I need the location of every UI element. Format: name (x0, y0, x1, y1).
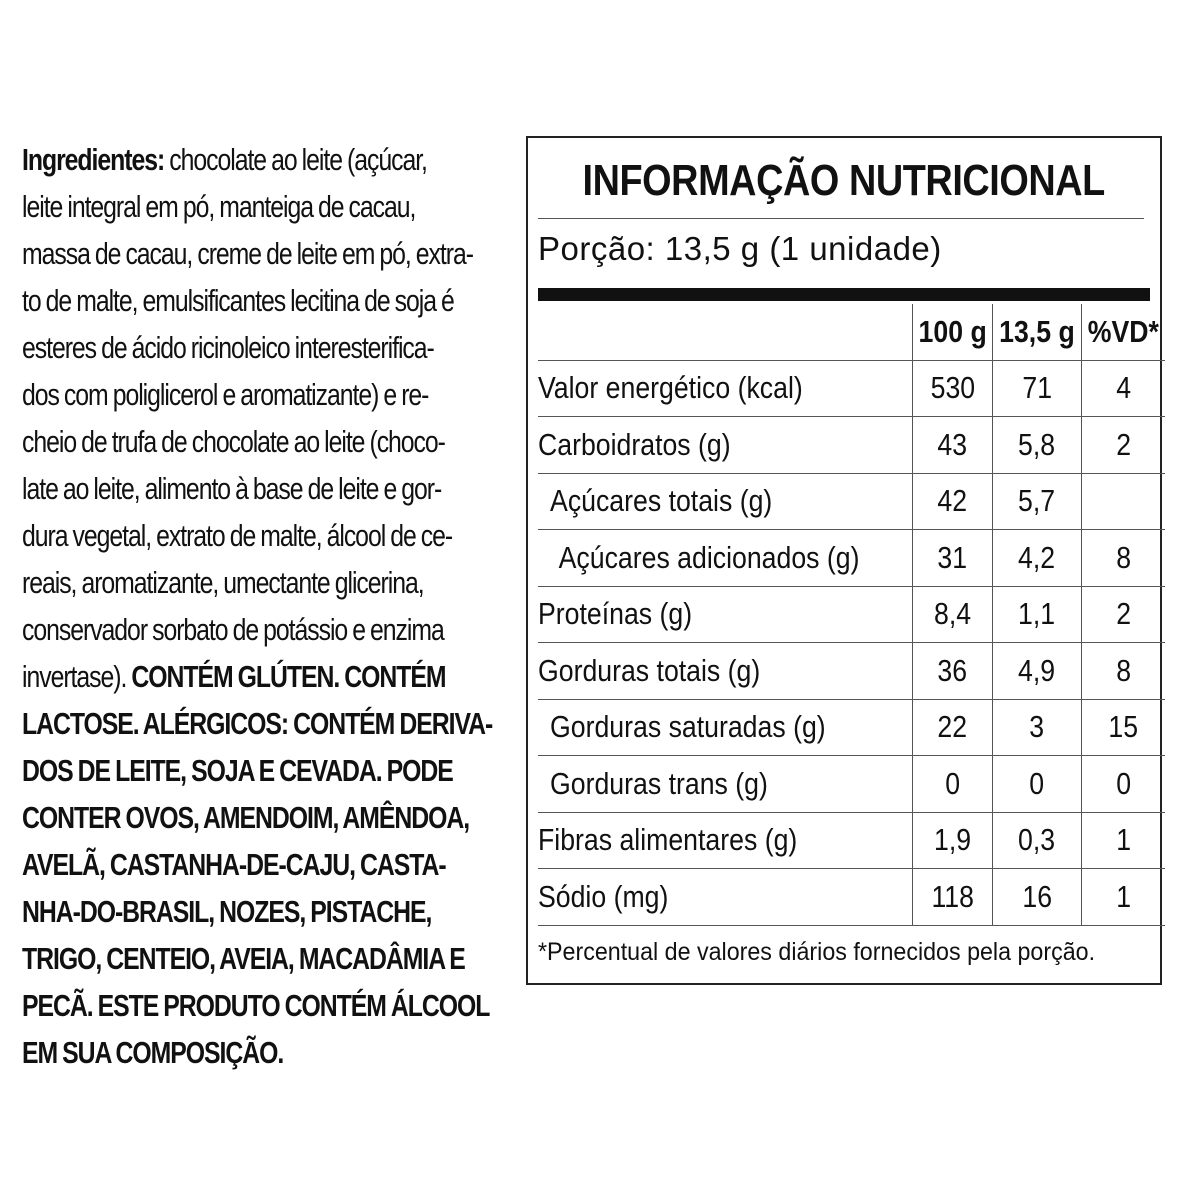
value-per-100g: 31 (912, 530, 992, 587)
ingredient-line (22, 700, 512, 747)
ingredient-line (22, 1029, 512, 1076)
ingredient-text: late ao leite, alimento à base de leite e gor- (22, 471, 442, 506)
value-daily: 15 (1081, 699, 1164, 756)
nutrition-title: INFORMAÇÃO NUTRICIONAL (582, 156, 1106, 205)
ingredient-line (22, 841, 512, 888)
value-per-100g: 8,4 (912, 586, 992, 643)
ingredients-text (22, 136, 512, 1076)
nutrient-name: Açúcares totais (g) (538, 473, 912, 530)
table-row (538, 756, 1165, 813)
value-per-100g: 1,9 (912, 812, 992, 869)
header-nutrient (538, 304, 912, 360)
table-row (538, 812, 1165, 869)
ingredient-line (22, 136, 512, 183)
ingredient-line (22, 982, 512, 1029)
nutrient-name: Proteínas (g) (538, 586, 912, 643)
ingredient-bold-text: EM SUA COMPOSIÇÃO. (22, 1035, 284, 1070)
ingredient-line (22, 794, 512, 841)
ingredient-line (22, 559, 512, 606)
value-per-100g: 22 (912, 699, 992, 756)
portion-size: Porção: 13,5 g (1 unidade) (538, 230, 942, 267)
nutrient-name: Carboidratos (g) (538, 417, 912, 474)
value-daily: 1 (1081, 869, 1164, 926)
ingredient-line (22, 512, 512, 559)
ingredient-line (22, 230, 512, 277)
ingredient-line (22, 324, 512, 371)
ingredient-line (22, 935, 512, 982)
header-per-portion: 13,5 g (993, 304, 1082, 360)
value-daily: 1 (1081, 812, 1164, 869)
footnote: *Percentual de valores diários fornecidos pela porção. (538, 938, 1096, 966)
value-per-100g: 0 (912, 756, 992, 813)
table-row (538, 699, 1165, 756)
nutrition-table (538, 304, 1165, 926)
value-per-portion: 4,9 (993, 643, 1082, 700)
value-per-100g: 43 (912, 417, 992, 474)
value-per-portion: 0 (993, 756, 1082, 813)
table-row (538, 643, 1165, 700)
table-row (538, 869, 1165, 926)
ingredient-bold-text: TRIGO, CENTEIO, AVEIA, MACADÂMIA E (22, 941, 465, 976)
ingredient-bold-text: AVELÃ, CASTANHA-DE-CAJU, CASTA- (22, 847, 446, 882)
ingredient-text: massa de cacau, creme de leite em pó, extra- (22, 236, 473, 271)
ingredient-text: dos com poliglicerol e aromatizante) e re- (22, 377, 429, 412)
ingredient-bold-text: PECÃ. ESTE PRODUTO CONTÉM ÁLCOOL (22, 988, 490, 1023)
value-per-portion: 71 (993, 360, 1082, 417)
ingredient-text: leite integral em pó, manteiga de cacau, (22, 189, 416, 224)
table-row (538, 360, 1165, 417)
value-per-portion: 3 (993, 699, 1082, 756)
nutrient-name: Sódio (mg) (538, 869, 912, 926)
ingredient-line (22, 277, 512, 324)
ingredient-bold-text: NHA-DO-BRASIL, NOZES, PISTACHE, (22, 894, 432, 929)
value-per-100g: 530 (912, 360, 992, 417)
ingredient-bold-text: CONTER OVOS, AMENDOIM, AMÊNDOA, (22, 800, 470, 835)
value-per-portion: 5,7 (993, 473, 1082, 530)
nutrient-name: Gorduras saturadas (g) (538, 699, 912, 756)
ingredient-line (22, 606, 512, 653)
ingredient-text: cheio de trufa de chocolate ao leite (choco- (22, 424, 445, 459)
value-per-portion: 4,2 (993, 530, 1082, 587)
value-daily: 2 (1081, 586, 1164, 643)
value-per-portion: 16 (993, 869, 1082, 926)
ingredient-line (22, 888, 512, 935)
ingredient-line (22, 183, 512, 230)
title-divider (538, 218, 1144, 219)
nutrient-name: Açúcares adicionados (g) (538, 530, 912, 587)
header-daily-value: %VD* (1081, 304, 1164, 360)
nutrient-name: Fibras alimentares (g) (538, 812, 912, 869)
nutrient-name: Valor energético (kcal) (538, 360, 912, 417)
ingredient-text: to de malte, emulsificantes lecitina de soja é (22, 283, 454, 318)
ingredient-line (22, 653, 512, 700)
value-per-portion: 5,8 (993, 417, 1082, 474)
table-row (538, 586, 1165, 643)
ingredient-bold-text: DOS DE LEITE, SOJA E CEVADA. PODE (22, 753, 453, 788)
ingredient-line (22, 371, 512, 418)
ingredient-bold-text: CONTÉM GLÚTEN. CONTÉM (126, 659, 446, 694)
ingredient-bold-text: Ingredientes: (22, 142, 165, 177)
value-per-100g: 36 (912, 643, 992, 700)
value-daily: 8 (1081, 643, 1164, 700)
thick-divider (538, 288, 1150, 301)
ingredient-text: chocolate ao leite (açúcar, (164, 142, 427, 177)
value-daily: 0 (1081, 756, 1164, 813)
ingredient-text: esteres de ácido ricinoleico interesterifica- (22, 330, 434, 365)
ingredient-line (22, 747, 512, 794)
value-daily: 4 (1081, 360, 1164, 417)
ingredient-bold-text: LACTOSE. ALÉRGICOS: CONTÉM DERIVA- (22, 706, 493, 741)
value-daily: 8 (1081, 530, 1164, 587)
value-per-portion: 1,1 (993, 586, 1082, 643)
value-per-100g: 118 (912, 869, 992, 926)
table-row (538, 473, 1165, 530)
ingredient-text: invertase). (22, 659, 127, 694)
header-per-100g: 100 g (912, 304, 992, 360)
ingredient-text: dura vegetal, extrato de malte, álcool de ce- (22, 518, 453, 553)
ingredient-line (22, 418, 512, 465)
value-per-portion: 0,3 (993, 812, 1082, 869)
nutrient-name: Gorduras trans (g) (538, 756, 912, 813)
ingredient-text: reais, aromatizante, umectante glicerina, (22, 565, 424, 600)
ingredient-line (22, 465, 512, 512)
value-per-100g: 42 (912, 473, 992, 530)
ingredient-text: conservador sorbato de potássio e enzima (22, 612, 444, 647)
value-daily (1081, 473, 1164, 530)
table-row (538, 530, 1165, 587)
value-daily: 2 (1081, 417, 1164, 474)
table-header-row (538, 304, 1165, 360)
table-row (538, 417, 1165, 474)
nutrient-name: Gorduras totais (g) (538, 643, 912, 700)
nutrition-facts-panel (526, 136, 1162, 985)
